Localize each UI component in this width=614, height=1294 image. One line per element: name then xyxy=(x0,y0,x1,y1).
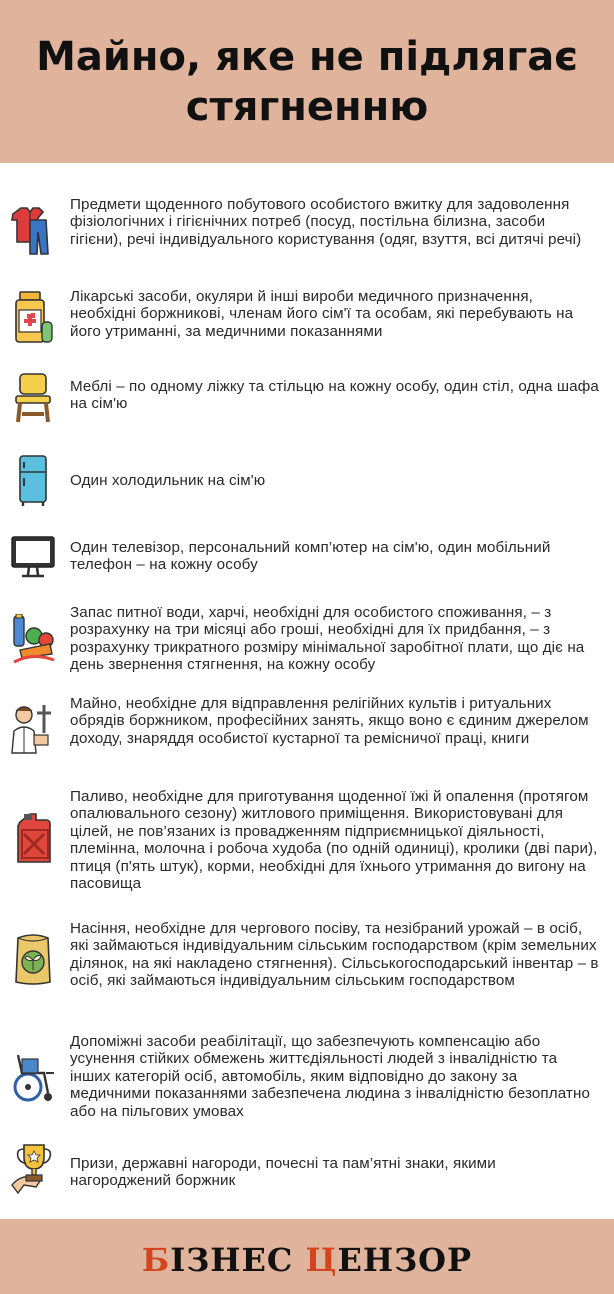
item-text: Один холодильник на сім'ю xyxy=(70,472,266,489)
item-text: Насіння, необхідне для чергового посіву, та незібраний урожай – в осіб, які займаються індивідуальним сільським господарством (крім земельних ділянок, на які накладено стягнення). Сільськогосподарський інвентар – в осіб, які займаються індивідуальним сільським господарством xyxy=(70,920,599,990)
monitor-icon xyxy=(10,531,56,585)
item-text: Призи, державні нагороди, почесні та пам’ятні знаки, якими нагороджений боржник xyxy=(70,1155,496,1190)
header-banner xyxy=(0,0,614,163)
item-text: Один телевізор, персональний комп’ютер на сім'ю, один мобільний телефон – на кожну особу xyxy=(70,539,551,574)
footer-banner xyxy=(0,1219,614,1294)
priest-icon xyxy=(10,701,56,755)
item-text: Меблі – по одному ліжку та стільцю на кожну особу, один стіл, одна шафа на сім'ю xyxy=(70,378,599,413)
wheelchair-icon xyxy=(10,1049,56,1103)
refrigerator-icon xyxy=(10,454,56,508)
clothes-icon xyxy=(10,202,56,256)
page-title: Майно, яке не підлягає стягненню xyxy=(36,33,578,130)
seed-bag-icon xyxy=(10,932,56,986)
item-text: Лікарські засоби, окуляри й інші вироби медичного призначення, необхідні боржникові, членам його сім'ї та особам, які перебувають на його утриманні, за медичними показаннями xyxy=(70,288,574,340)
fuel-canister-icon xyxy=(10,812,56,866)
trophy-icon xyxy=(10,1141,56,1195)
item-text: Допоміжні засоби реабілітації, що забезпечують компенсацію або усунення стійких обмежень життєдіяльності людей з інвалідністю та інших категорій осіб, автомобіль, яким відповідно до закону за медичними показаннями забезпечена людина з інвалідністю безоплатно або на пільгових умовах xyxy=(70,1033,590,1120)
chair-icon xyxy=(10,370,56,424)
item-text: Майно, необхідне для відправлення релігійних культів і ритуальних обрядів боржником, професійних занять, якщо воно є єдиним джерелом доходу, знаряддя особистої кустарної та ремісничої праці, книги xyxy=(70,695,589,747)
medicine-icon xyxy=(10,290,56,344)
brand-logo: БІЗНЕС ЦЕНЗОР xyxy=(141,1240,473,1279)
groceries-icon xyxy=(10,614,56,668)
item-text: Паливо, необхідне для приготування щоденної їжі й опалення (протягом опалювального сезону) житлового приміщення. Використовувані для цілей, не пов’язаних із провадженням підприємницької діяльності, племінна, молочна і робоча худоба (по одній одиниці), кролики (дві пари), птиця (п'ять штук), корми, необхідні для їхнього утримання до вигону на пасовища xyxy=(70,788,598,893)
item-text: Запас питної води, харчі, необхідні для особистого споживання, – з розрахунку на три місяці або гроші, необхідні для їх придбання, – з розрахунку трикратного розміру мінімальної заробітної плати, що діє на день звернення стягнення, на кожну особу xyxy=(70,604,585,674)
item-text: Предмети щоденного побутового особистого вжитку для задоволення фізіологічних і гігієнічних потреб (посуд, постільна білизна, засоби гігієни), речі індивідуального користування (одяг, взуття, всі дитячі речі) xyxy=(70,196,582,248)
